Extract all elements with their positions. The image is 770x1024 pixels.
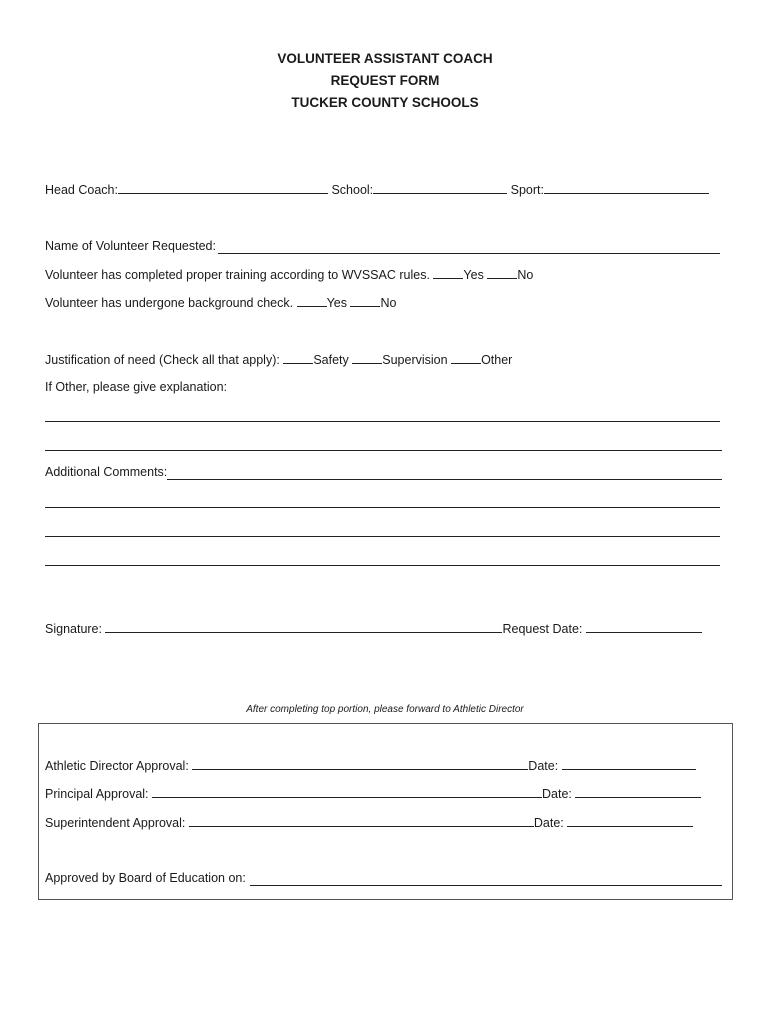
other-label: Other (481, 353, 513, 367)
superintendent-approval-label: Superintendent Approval: (45, 816, 186, 830)
explanation-line-2[interactable] (45, 450, 722, 451)
board-approval-field[interactable] (250, 873, 722, 886)
comments-field[interactable] (167, 467, 722, 480)
training-text: Volunteer has completed proper training according to WVSSAC rules. (45, 268, 430, 282)
background-yes-blank[interactable] (297, 294, 327, 307)
head-coach-row (45, 181, 709, 198)
training-no-blank[interactable] (487, 266, 517, 279)
other-explain-label: If Other, please give explanation: (45, 380, 228, 394)
principal-approval-label: Principal Approval: (45, 787, 149, 801)
head-coach-label: Head Coach: (45, 183, 118, 197)
principal-approval-row (45, 785, 701, 802)
comments-line-2[interactable] (45, 536, 720, 537)
principal-date-label: Date: (542, 787, 572, 801)
background-yes-label: Yes (326, 296, 347, 310)
head-coach-field[interactable] (118, 181, 328, 194)
ad-approval-field[interactable] (192, 757, 528, 770)
ad-approval-label: Athletic Director Approval: (45, 759, 189, 773)
superintendent-date-field[interactable] (567, 814, 693, 827)
volunteer-name-field[interactable] (218, 241, 720, 254)
sport-label: Sport: (510, 183, 544, 197)
forward-note: After completing top portion, please forward to Athletic Director (246, 704, 524, 715)
supervision-label: Supervision (382, 353, 448, 367)
form-title-line3: TUCKER COUNTY SCHOOLS (291, 95, 479, 110)
background-row (45, 294, 396, 311)
signature-label: Signature: (45, 622, 102, 636)
request-date-field[interactable] (586, 620, 702, 633)
signature-row (45, 620, 702, 637)
training-yes-label: Yes (463, 268, 484, 282)
school-field[interactable] (373, 181, 507, 194)
justification-label: Justification of need (Check all that apply): (45, 353, 280, 367)
explanation-line-1[interactable] (45, 421, 720, 422)
ad-approval-row (45, 757, 696, 774)
ad-date-label: Date: (528, 759, 559, 773)
principal-date-field[interactable] (575, 785, 701, 798)
superintendent-date-label: Date: (533, 816, 564, 830)
board-approval-row (45, 870, 722, 886)
other-blank[interactable] (451, 351, 481, 364)
form-title-line2: REQUEST FORM (330, 73, 440, 88)
volunteer-name-label: Name of Volunteer Requested: (45, 239, 216, 253)
comments-row (45, 464, 722, 480)
comments-line-1[interactable] (45, 507, 720, 508)
superintendent-approval-field[interactable] (189, 814, 534, 827)
safety-label: Safety (313, 353, 349, 367)
background-no-label: No (380, 296, 397, 310)
background-no-blank[interactable] (350, 294, 380, 307)
training-no-label: No (517, 268, 534, 282)
board-approval-label: Approved by Board of Education on: (45, 871, 246, 885)
training-row (45, 266, 533, 283)
comments-label: Additional Comments: (45, 465, 168, 479)
sport-field[interactable] (544, 181, 709, 194)
safety-blank[interactable] (283, 351, 313, 364)
training-yes-blank[interactable] (433, 266, 463, 279)
background-text: Volunteer has undergone background check. (45, 296, 294, 310)
justification-row (45, 351, 512, 368)
school-label: School: (331, 183, 374, 197)
ad-date-field[interactable] (562, 757, 696, 770)
volunteer-name-row (45, 238, 720, 254)
principal-approval-field[interactable] (152, 785, 542, 798)
comments-line-3[interactable] (45, 565, 720, 566)
request-date-label: Request Date: (502, 622, 583, 636)
signature-field[interactable] (105, 620, 502, 633)
supervision-blank[interactable] (352, 351, 382, 364)
form-title-line1: VOLUNTEER ASSISTANT COACH (277, 51, 493, 66)
superintendent-approval-row (45, 814, 693, 831)
